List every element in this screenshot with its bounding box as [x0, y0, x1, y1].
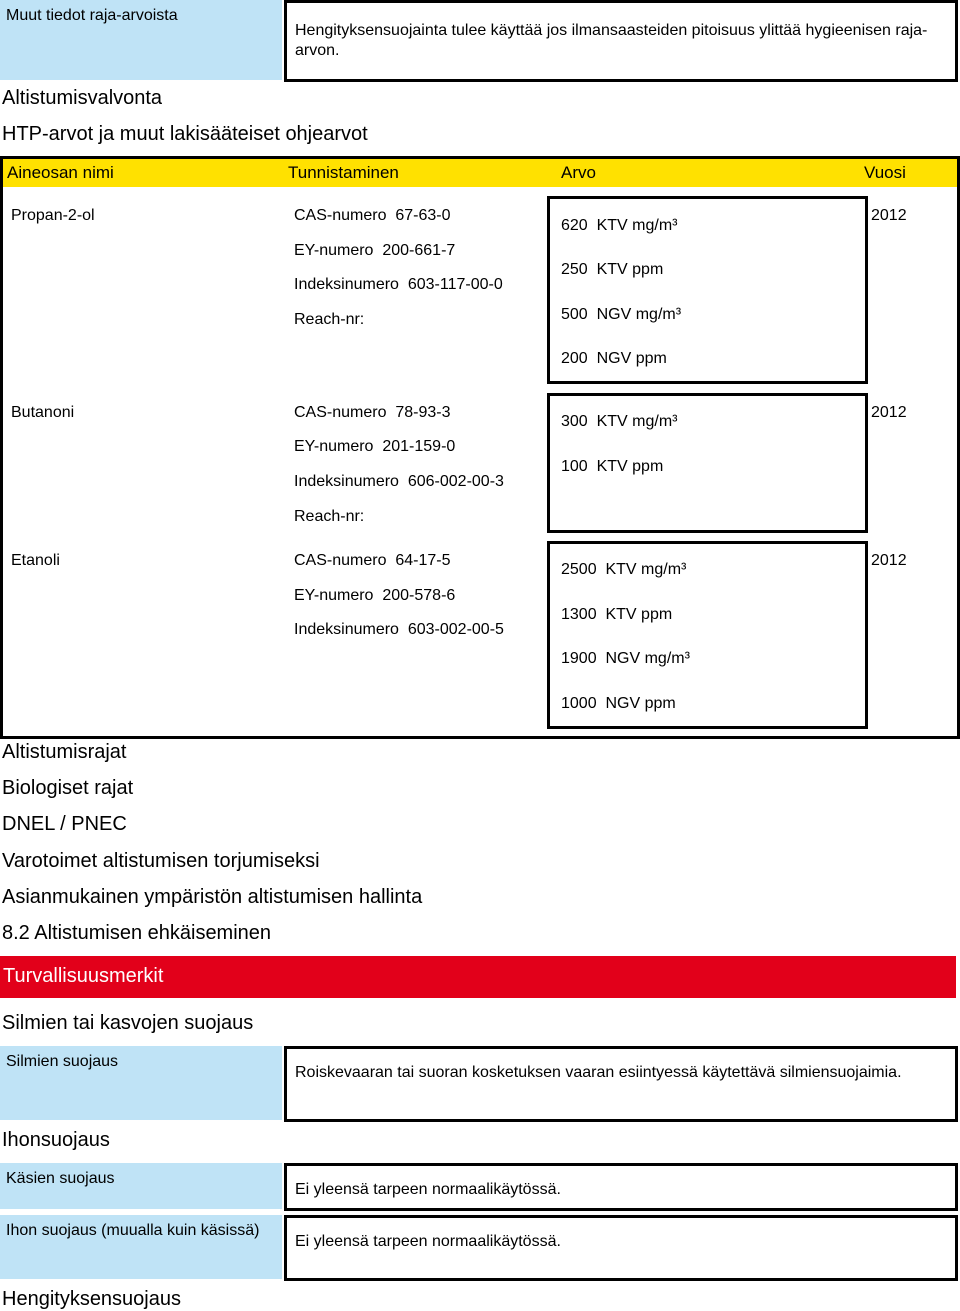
safety-signs-bar: [0, 956, 956, 998]
col-header-name: Aineosan nimi: [7, 163, 114, 182]
id-index: Indeksinumero 603-002-00-5: [294, 621, 504, 638]
safety-signs-title: Turvallisuusmerkit: [3, 965, 164, 987]
heading-respiratory: Hengityksensuojaus: [2, 1288, 181, 1310]
id-ey: EY-numero 201-159-0: [294, 438, 456, 455]
skin-protection-text: [284, 1215, 958, 1281]
heading-skin: Ihonsuojaus: [2, 1129, 110, 1151]
id-cas: CAS-numero 67-63-0: [294, 207, 451, 224]
hand-protection-label-text: Käsien suojaus: [6, 1170, 115, 1187]
id-index: Indeksinumero 603-117-00-0: [294, 276, 503, 293]
heading-altistumisrajat: Altistumisrajat: [2, 741, 127, 763]
heading-eye-face: Silmien tai kasvojen suojaus: [2, 1012, 254, 1034]
id-index: Indeksinumero 606-002-00-3: [294, 473, 504, 490]
substance-name: Butanoni: [11, 404, 75, 421]
heading-varotoimet: Varotoimet altistumisen torjumiseksi: [2, 850, 320, 872]
table-header-row: [3, 159, 957, 187]
hand-protection-label: [0, 1163, 282, 1209]
other-limit-info-text: [284, 0, 958, 82]
value-entry: 2500 KTV mg/m³: [561, 561, 687, 578]
value-entry: 1300 KTV ppm: [561, 606, 673, 623]
eye-protection-label: [0, 1046, 282, 1120]
value-entry: 100 KTV ppm: [561, 458, 664, 475]
id-reach: Reach-nr:: [294, 508, 365, 525]
value-entry: 250 KTV ppm: [561, 261, 664, 278]
skin-protection-label-text: Ihon suojaus (muualla kuin käsissä): [6, 1222, 260, 1239]
other-limit-info-text-content: Hengityksensuojainta tulee käyttää jos ilmansaasteiden pitoisuus ylittää hygieenisen raja-arvon.: [295, 22, 928, 59]
value-entry: 200 NGV ppm: [561, 350, 667, 367]
heading-dnel: DNEL / PNEC: [2, 813, 127, 835]
heading-htp: HTP-arvot ja muut lakisääteiset ohjearvot: [2, 123, 368, 145]
eye-protection-text: [284, 1046, 958, 1122]
id-cas: CAS-numero 64-17-5: [294, 552, 451, 569]
eye-protection-text-content: Roiskevaaran tai suoran kosketuksen vaaran esiintyessä käytettävä silmiensuojaimia.: [295, 1064, 902, 1081]
other-limit-info-label: [0, 0, 282, 80]
value-entry: 300 KTV mg/m³: [561, 413, 678, 430]
value-entry: 1900 NGV mg/m³: [561, 650, 690, 667]
heading-altistumisvalvonta: Altistumisvalvonta: [2, 87, 163, 109]
heading-asianmukainen: Asianmukainen ympäristön altistumisen hallinta: [2, 886, 423, 908]
skin-protection-text-content: Ei yleensä tarpeen normaalikäytössä.: [295, 1233, 561, 1250]
col-header-identification: Tunnistaminen: [288, 163, 399, 182]
id-ey: EY-numero 200-661-7: [294, 242, 456, 259]
skin-protection-label: [0, 1215, 282, 1279]
other-limit-info-label-text: Muut tiedot raja-arvoista: [6, 7, 178, 24]
heading-ehkaiseminen: 8.2 Altistumisen ehkäiseminen: [2, 922, 272, 944]
eye-protection-label-text: Silmien suojaus: [6, 1053, 119, 1070]
heading-biologiset: Biologiset rajat: [2, 777, 134, 799]
value-entry: 620 KTV mg/m³: [561, 217, 678, 234]
hand-protection-text-content: Ei yleensä tarpeen normaalikäytössä.: [295, 1181, 561, 1198]
year: 2012: [871, 552, 907, 569]
value-entry: 500 NGV mg/m³: [561, 306, 682, 323]
id-reach: Reach-nr:: [294, 311, 365, 328]
substance-name: Propan-2-ol: [11, 207, 95, 224]
hand-protection-text: [284, 1163, 958, 1211]
col-header-year: Vuosi: [864, 163, 906, 182]
year: 2012: [871, 207, 907, 224]
value-entry: 1000 NGV ppm: [561, 695, 676, 712]
substance-name: Etanoli: [11, 552, 60, 569]
col-header-value: Arvo: [561, 163, 596, 182]
year: 2012: [871, 404, 907, 421]
id-cas: CAS-numero 78-93-3: [294, 404, 451, 421]
id-ey: EY-numero 200-578-6: [294, 587, 456, 604]
